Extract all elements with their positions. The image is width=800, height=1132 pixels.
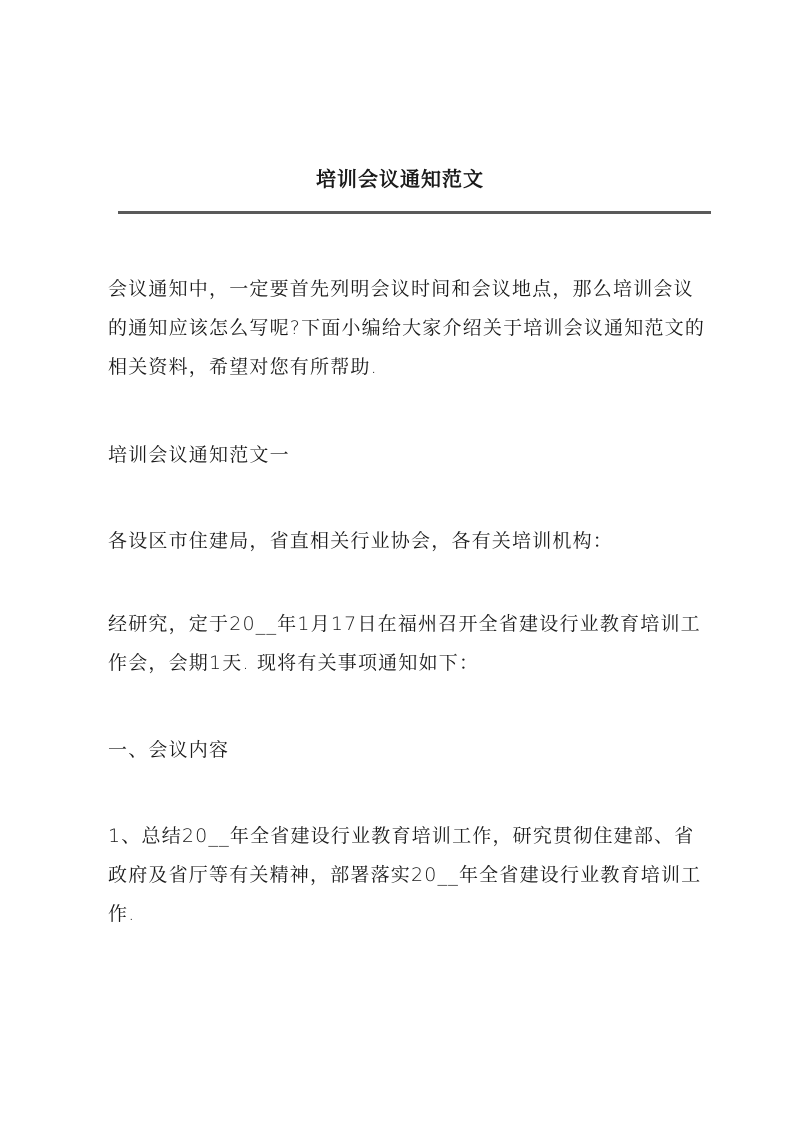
section-heading-meeting-content: 一、会议内容 [108,739,230,761]
notice-paragraph: 经研究，定于20__年1月17日在福州召开全省建设行业教育培训工作会，会期1天. 现将有关事项通知如下： [108,613,701,674]
section-heading-example-one: 培训会议通知范文一 [108,444,290,466]
title-underline [118,211,711,214]
document-title: 培训会议通知范文 [316,167,484,191]
salutation-paragraph: 各设区市住建局，省直相关行业协会，各有关培训机构： [108,530,614,552]
content-item-1: 1、总结20__年全省建设行业教育培训工作，研究贯彻住建部、省政府及省厅等有关精神，部署落实20__年全省建设行业教育培训工作. [108,825,702,925]
intro-paragraph: 会议通知中，一定要首先列明会议时间和会议地点，那么培训会议的通知应该怎么写呢?下面小编给大家介绍关于培训会议通知范文的相关资料，希望对您有所帮助. [108,278,706,378]
